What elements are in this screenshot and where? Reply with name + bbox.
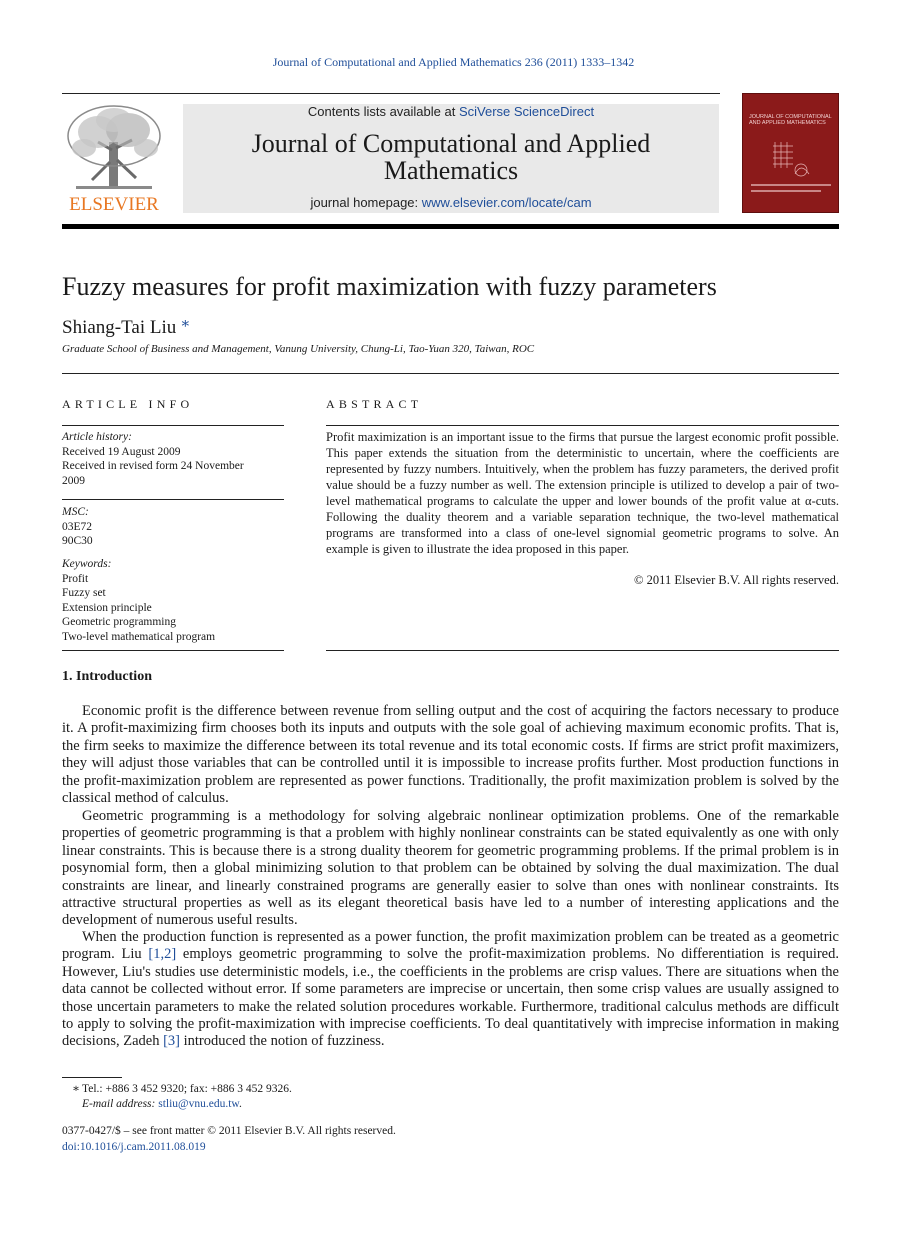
paragraph: Economic profit is the difference between revenue from selling output and the cost of acquiring the factors necessary to produce it. A profit-maximizing firm chooses both its inputs and outputs with the sole goal of achieving maximum economic profits. That is, the firm seeks to maximize the difference between its total revenue and its total economic costs. If firms are strict profit maximizers, they will adjust those variables that can be controlled until it is impossible to increase profits further. Most production functions in the profit-maximization problem are represented as power functions. Traditionally, the profit maximization problem is solved by the classical method of calculus. [62,703,839,807]
contents-line [183,104,719,119]
cover-graphic-icon [771,140,811,180]
issn-line: 0377-0427/$ – see front matter © 2011 Elsevier B.V. All rights reserved. [62,1125,396,1137]
article-info-rule [62,499,284,500]
abstract-text: Profit maximization is an important issue to the firms that pursue the largest economic profit possible. This paper extends the situation from the deterministic to uncertain, where the coefficients are represented by fuzzy numbers. Intuitively, when the problem has fuzzy parameters, the derived profit value should be a fuzzy number as well. The extension principle is utilized to develop a pair of two-level mathematical programs to calculate the upper and lower bounds of the profit value at α-cuts. Following the duality theorem and a variable separation technique, the two-level mathematical programs are transformed into a class of one-level signomial geometric programs to solve. An example is given to illustrate the idea proposed in this paper. [326,430,839,556]
keyword: Extension principle [62,601,152,614]
msc-code: 90C30 [62,535,93,547]
elsevier-wordmark: ELSEVIER [69,194,159,214]
abstract-rule [326,650,839,651]
abstract-rule [326,425,839,426]
paragraph-text: employs geometric programming to solve the profit-maximization problems. No differentiation is required. However, Liu's studies use deterministic models, i.e., the coefficients in the problems are crisp values. There are situations when the data cannot be collected without error. If some parameters are imprecise or uncertain, then some crisp values are usually assigned to those uncertain parameters to make the related solution procedures workable. Furthermore, traditional calculus methods are difficult to apply to solving the profit-maximization with imprecise coefficients. To deal quantitatively with imprecise information in making decisions, Zadeh [62,946,839,1050]
author-footnote-mark[interactable]: ∗ [180,316,191,332]
email-label: E-mail address: [82,1098,156,1110]
history-line: Received in revised form 24 November [62,460,244,472]
keyword: Geometric programming [62,616,177,628]
author-line [62,314,190,339]
doi-link[interactable]: doi:10.1016/j.cam.2011.08.019 [62,1141,206,1153]
cover-rule [751,190,821,192]
keyword: Fuzzy set [62,587,106,599]
footnote-tel [62,1081,292,1095]
paragraph: Geometric programming is a methodology for solving algebraic nonlinear optimization problems. One of the remarkable properties of geometric programming is that a problem with highly nonlinear constraints can be stated equivalently as one with only linear constraints. This is because there is a strong duality theorem for geometric programming problems. If the primal problem is in posynomial form, then a global minimizing solution to that problem can be obtained by solving the dual maximization. The dual constraints are linear, and linearly constrained programs are generally easier to solve than ones with nonlinear constraints. Its attractive structural properties as well as its elegant theoretical basis have led to a number of interesting applications and the development of numerous useful results. [62,808,839,929]
history-line: Received 19 August 2009 [62,445,181,458]
article-info-rule [62,650,284,651]
sciverse-link[interactable]: SciVerse ScienceDirect [458,104,595,119]
article-info-rule [62,425,284,426]
citation-link[interactable]: [3] [163,1033,180,1050]
elsevier-logo[interactable] [62,102,166,214]
article-history [62,430,284,488]
history-line: 2009 [62,474,85,487]
msc-label: MSC: [62,506,89,518]
affiliation: Graduate School of Business and Management, Vanung University, Chung-Li, Tao-Yuan 320, Taiwan, ROC [62,343,535,355]
keywords-label: Keywords: [62,558,112,570]
paragraph-text: When the production function is represented as a power function, the profit maximization problem can be treated as a geometric program. Liu [62,929,839,963]
footnote-email [82,1098,242,1110]
article-title: Fuzzy measures for profit maximization with fuzzy parameters [62,272,717,301]
cover-title: JOURNAL OF COMPUTATIONAL AND APPLIED MATHEMATICS [749,114,832,126]
keywords-block [62,557,284,644]
msc-block [62,505,284,549]
title-divider [62,373,839,374]
section-heading-introduction: 1. Introduction [62,669,152,684]
keyword: Two-level mathematical program [62,630,216,643]
elsevier-tree-icon [62,102,166,214]
homepage-prefix: journal homepage: [310,195,422,210]
author-name: Shiang-Tai Liu [62,317,177,338]
citation-link[interactable]: [1,2] [148,946,177,963]
journal-reference: Journal of Computational and Applied Mathematics 236 (2011) 1333–1342 [272,55,635,69]
footnote-tel-text: Tel.: +886 3 452 9320; fax: +886 3 452 9326. [82,1083,292,1095]
abstract-copyright: © 2011 Elsevier B.V. All rights reserved. [634,573,839,587]
journal-cover[interactable] [742,93,839,213]
cover-rule [751,184,831,186]
history-label: Article history: [62,431,132,443]
article-info-heading: ARTICLE INFO [62,397,194,411]
journal-title: Journal of Computational and Applied Mathematics [251,129,651,185]
homepage-link[interactable]: www.elsevier.com/locate/cam [421,195,592,210]
email-link[interactable]: stliu@vnu.edu.tw [158,1098,239,1110]
header-rule [62,93,720,94]
header-thick-rule [62,224,839,229]
abstract-heading: ABSTRACT [326,397,423,411]
footnote-rule [62,1077,122,1078]
homepage-line [183,195,719,210]
keyword: Profit [62,572,89,585]
contents-prefix: Contents lists available at [307,104,459,119]
email-end: . [239,1098,242,1110]
msc-code: 03E72 [62,520,93,533]
paragraph-text: introduced the notion of fuzziness. [180,1033,385,1050]
paragraph [62,929,839,1051]
footnote-mark: ∗ [72,1083,80,1095]
